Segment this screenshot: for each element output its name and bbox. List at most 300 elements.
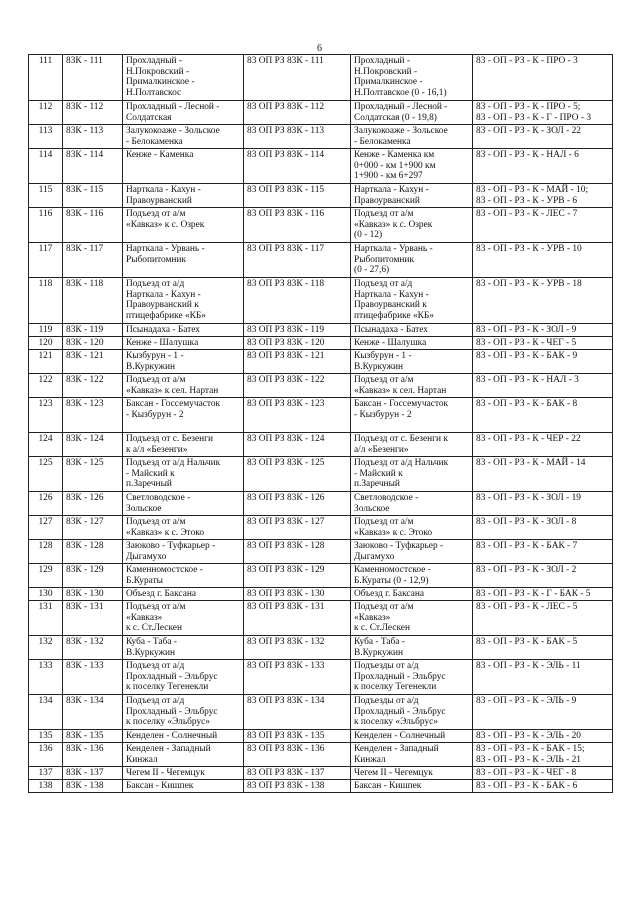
registry-number-cell: 83 ОП РЗ 83К - 126: [244, 492, 351, 516]
registry-number-cell: 83 ОП РЗ 83К - 120: [244, 337, 351, 350]
identification-number-cell: [473, 492, 613, 516]
road-name-cell-line: Кенделен - Западный: [126, 744, 211, 754]
identification-number-cell: [473, 149, 613, 184]
registry-number-cell: 83 ОП РЗ 83К - 121: [244, 350, 351, 374]
road-name-detail-cell: [351, 398, 473, 433]
road-name-detail-cell-line: (0 - 12): [354, 230, 383, 241]
road-name-detail-cell-line: Прохладный - Эльбрус: [354, 706, 446, 717]
road-code-cell: 83К - 114: [63, 149, 123, 184]
road-name-detail-cell-line: Прохладный - Лесной -: [354, 102, 448, 112]
road-code-cell: 83К - 119: [63, 324, 123, 337]
identification-number-cell-line: 83 - ОП - РЗ - К - ЭЛЬ - 11: [476, 661, 581, 671]
row-number-cell: 116: [29, 208, 63, 243]
road-name-detail-cell-line: к поселку «Эльбрус»: [354, 717, 438, 728]
identification-number-cell-line: 83 - ОП - РЗ - К - БАК - 15;: [476, 744, 585, 754]
road-name-cell-line: Подъезд от с. Безенги: [126, 434, 213, 444]
registry-number-cell: 83 ОП РЗ 83К - 116: [244, 208, 351, 243]
road-name-detail-cell-line: Солдатская (0 - 19,8): [354, 112, 437, 123]
road-name-cell-line: Подъезд от а/м: [126, 209, 186, 219]
table-row: [29, 660, 613, 695]
road-name-detail-cell-line: Прохладный - Эльбрус: [354, 671, 446, 682]
row-number-cell: 138: [29, 780, 63, 793]
road-name-cell-line: к с. Ст.Лескен: [126, 623, 182, 634]
identification-number-cell: [473, 243, 613, 278]
registry-number-cell: 83 ОП РЗ 83К - 128: [244, 540, 351, 564]
road-code-cell: 83К - 127: [63, 516, 123, 540]
road-name-cell: [123, 55, 244, 101]
road-name-cell-line: Прохладный -: [126, 56, 183, 66]
road-code-cell: 83К - 123: [63, 398, 123, 433]
row-number-cell: 126: [29, 492, 63, 516]
table-row: [29, 492, 613, 516]
road-name-cell-line: «Кавказ» к с. Озрек: [126, 219, 205, 230]
road-name-cell-line: Кинжал: [126, 754, 158, 765]
registry-number-cell: 83 ОП РЗ 83К - 132: [244, 636, 351, 660]
registry-number-cell: 83 ОП РЗ 83К - 136: [244, 743, 351, 767]
table-row: [29, 184, 613, 208]
table-row: [29, 278, 613, 324]
road-name-detail-cell-line: Кенже - Каменка км: [354, 150, 435, 160]
identification-number-cell: [473, 55, 613, 101]
table-row: [29, 337, 613, 350]
road-name-detail-cell-line: Баксан - Госсемучасток: [354, 399, 449, 409]
road-name-cell: [123, 398, 244, 433]
road-name-detail-cell: [351, 588, 473, 601]
road-name-detail-cell: [351, 324, 473, 337]
table-row: [29, 149, 613, 184]
row-number-cell: 137: [29, 767, 63, 780]
identification-number-cell: [473, 101, 613, 125]
identification-number-cell: [473, 457, 613, 492]
road-name-cell-line: п.Заречный: [126, 479, 172, 490]
table-row: [29, 457, 613, 492]
road-name-detail-cell-line: Куба - Таба -: [354, 637, 405, 647]
road-name-cell: [123, 516, 244, 540]
row-number-cell: 113: [29, 125, 63, 149]
row-number-cell: 127: [29, 516, 63, 540]
table-row: [29, 324, 613, 337]
road-name-detail-cell: [351, 540, 473, 564]
road-name-detail-cell-line: Нарткала - Кахун -: [354, 185, 429, 195]
road-name-cell-line: Подъезд от а/м: [126, 602, 186, 612]
registry-number-cell: 83 ОП РЗ 83К - 138: [244, 780, 351, 793]
road-register-table: [28, 54, 613, 793]
identification-number-cell: [473, 433, 613, 457]
road-name-detail-cell-line: к с. Ст.Лескен: [354, 623, 410, 634]
identification-number-cell: [473, 208, 613, 243]
road-name-cell: [123, 564, 244, 588]
road-name-detail-cell-line: Псынадаха - Батех: [354, 325, 428, 335]
road-name-detail-cell-line: 0+000 - км 1+900 км: [354, 160, 436, 171]
road-name-detail-cell: [351, 695, 473, 730]
road-name-cell-line: Баксан - Госсемучасток: [126, 399, 221, 409]
page-number: 6: [317, 43, 322, 54]
identification-number-cell-line: 83 - ОП - РЗ - К - ПРО - 3: [476, 56, 578, 66]
road-code-cell: 83К - 137: [63, 767, 123, 780]
road-name-detail-cell-line: Нарткала - Кахун -: [354, 289, 429, 300]
registry-number-cell: 83 ОП РЗ 83К - 137: [244, 767, 351, 780]
table-row: [29, 540, 613, 564]
identification-number-cell: [473, 601, 613, 636]
identification-number-cell: [473, 516, 613, 540]
road-name-detail-cell: [351, 374, 473, 398]
road-name-detail-cell-line: к поселку Тегенекли: [354, 682, 437, 693]
road-code-cell: 83К - 124: [63, 433, 123, 457]
road-name-cell: [123, 743, 244, 767]
road-code-cell: 83К - 129: [63, 564, 123, 588]
registry-number-cell: 83 ОП РЗ 83К - 134: [244, 695, 351, 730]
row-number-cell: 119: [29, 324, 63, 337]
identification-number-cell: [473, 278, 613, 324]
road-name-cell: [123, 457, 244, 492]
table-row: [29, 516, 613, 540]
identification-number-cell: [473, 660, 613, 695]
identification-number-cell-line: 83 - ОП - РЗ - К - ЛЕС - 5: [476, 602, 578, 612]
road-name-cell: [123, 350, 244, 374]
identification-number-cell: [473, 184, 613, 208]
row-number-cell: 123: [29, 398, 63, 433]
identification-number-cell-line: 83 - ОП - РЗ - К - УРВ - 18: [476, 279, 582, 289]
road-name-cell-line: «Кавказ»: [126, 612, 163, 623]
table-row: [29, 350, 613, 374]
road-name-detail-cell-line: Нарткала - Урвань -: [354, 244, 433, 254]
road-code-cell: 83К - 116: [63, 208, 123, 243]
road-name-detail-cell: [351, 184, 473, 208]
row-number-cell: 135: [29, 730, 63, 743]
row-number-cell: 129: [29, 564, 63, 588]
road-code-cell: 83К - 118: [63, 278, 123, 324]
road-name-cell-line: Правоурванский к: [126, 300, 199, 311]
road-name-detail-cell-line: Н.Покровский -: [354, 66, 418, 77]
road-name-cell-line: Светловодское -: [126, 493, 191, 503]
road-name-detail-cell-line: «Кавказ» к с. Этоко: [354, 527, 433, 538]
road-name-detail-cell-line: Объезд г. Баксана: [354, 589, 425, 599]
road-name-cell: [123, 601, 244, 636]
road-name-cell-line: Подъезд от а/м: [126, 375, 186, 385]
road-name-detail-cell-line: В.Куркужин: [354, 361, 404, 372]
road-name-detail-cell-line: п.Заречный: [354, 479, 400, 490]
road-name-cell-line: Кызбурун - 1 -: [126, 351, 184, 361]
road-code-cell: 83К - 134: [63, 695, 123, 730]
road-code-cell: 83К - 136: [63, 743, 123, 767]
road-name-detail-cell: [351, 660, 473, 695]
road-name-detail-cell-line: Светловодское -: [354, 493, 419, 503]
road-name-detail-cell: [351, 55, 473, 101]
table-row: [29, 730, 613, 743]
road-name-cell-line: к поселку «Эльбрус»: [126, 717, 210, 728]
road-name-detail-cell-line: Залукокоаже - Зольское: [354, 126, 448, 136]
identification-number-cell: [473, 374, 613, 398]
table-row: [29, 588, 613, 601]
registry-number-cell: 83 ОП РЗ 83К - 112: [244, 101, 351, 125]
table-row: [29, 374, 613, 398]
road-code-cell: 83К - 121: [63, 350, 123, 374]
road-code-cell: 83К - 128: [63, 540, 123, 564]
table-row: [29, 601, 613, 636]
road-name-cell-line: Солдатская: [126, 112, 172, 123]
road-name-detail-cell: [351, 433, 473, 457]
road-code-cell: 83К - 135: [63, 730, 123, 743]
road-name-detail-cell-line: Подъезд от с. Безенги к: [354, 434, 448, 444]
road-name-cell: [123, 374, 244, 398]
road-name-cell-line: Нарткала - Урвань -: [126, 244, 205, 254]
road-name-cell-line: Прималкинское -: [126, 77, 195, 88]
road-name-cell-line: Залукокоаже - Зольское: [126, 126, 220, 136]
road-name-cell-line: Прохладный - Эльбрус: [126, 706, 218, 717]
identification-number-cell: [473, 350, 613, 374]
table-body: [29, 55, 613, 793]
road-name-detail-cell-line: Кинжал: [354, 754, 386, 765]
road-name-cell-line: Зольское: [126, 503, 162, 514]
registry-number-cell: 83 ОП РЗ 83К - 129: [244, 564, 351, 588]
road-name-cell: [123, 695, 244, 730]
road-name-cell-line: Н.Полтавскос: [126, 87, 182, 98]
road-name-cell-line: В.Куркужин: [126, 361, 176, 372]
road-name-detail-cell: [351, 243, 473, 278]
road-code-cell: 83К - 125: [63, 457, 123, 492]
table-row: [29, 243, 613, 278]
table-row: [29, 564, 613, 588]
road-name-detail-cell-line: Подъезды от а/д: [354, 696, 419, 706]
identification-number-cell: [473, 767, 613, 780]
road-name-cell: [123, 492, 244, 516]
road-code-cell: 83К - 126: [63, 492, 123, 516]
row-number-cell: 117: [29, 243, 63, 278]
road-name-cell: [123, 636, 244, 660]
identification-number-cell-line: 83 - ОП - РЗ - К - НАЛ - 6: [476, 150, 579, 160]
road-name-cell-line: Объезд г. Баксана: [126, 589, 197, 599]
registry-number-cell: 83 ОП РЗ 83К - 130: [244, 588, 351, 601]
road-code-cell: 83К - 117: [63, 243, 123, 278]
identification-number-cell-line: 83 - ОП - РЗ - К - БАК - 8: [476, 399, 578, 409]
road-name-cell-line: Кенже - Шалушка: [126, 338, 199, 348]
road-name-cell-line: Дыгамухо: [126, 551, 167, 562]
road-name-cell-line: Прохладный - Эльбрус: [126, 671, 218, 682]
table-row: [29, 433, 613, 457]
identification-number-cell-line: 83 - ОП - РЗ - К - ЭЛЬ - 20: [476, 731, 581, 741]
road-name-cell: [123, 588, 244, 601]
road-name-cell-line: Кенже - Каменка: [126, 150, 194, 160]
road-code-cell: 83К - 112: [63, 101, 123, 125]
identification-number-cell: [473, 125, 613, 149]
road-name-detail-cell: [351, 457, 473, 492]
identification-number-cell-line: 83 - ОП - РЗ - К - МАЙ - 14: [476, 458, 586, 468]
identification-number-cell: [473, 324, 613, 337]
registry-number-cell: 83 ОП РЗ 83К - 123: [244, 398, 351, 433]
identification-number-cell: [473, 564, 613, 588]
identification-number-cell: [473, 743, 613, 767]
table-row: [29, 695, 613, 730]
road-name-detail-cell: [351, 337, 473, 350]
row-number-cell: 121: [29, 350, 63, 374]
table-row: [29, 125, 613, 149]
identification-number-cell-line: 83 - ОП - РЗ - К - ЧЕР - 22: [476, 434, 581, 444]
road-name-cell-line: Подъезд от а/д Нальчик: [126, 458, 221, 468]
registry-number-cell: 83 ОП РЗ 83К - 135: [244, 730, 351, 743]
identification-number-cell: [473, 398, 613, 433]
road-name-cell-line: Куба - Таба -: [126, 637, 177, 647]
table-row: [29, 398, 613, 433]
road-name-cell-line: - Белокаменка: [126, 136, 183, 147]
road-name-detail-cell-line: Прохладный -: [354, 56, 411, 66]
road-name-detail-cell-line: Правоурванский к: [354, 300, 427, 311]
road-name-cell-line: Н.Покровский -: [126, 66, 190, 77]
road-name-cell: [123, 243, 244, 278]
road-code-cell: 83К - 138: [63, 780, 123, 793]
road-name-detail-cell-line: - Белокаменка: [354, 136, 411, 147]
road-name-cell: [123, 540, 244, 564]
row-number-cell: 131: [29, 601, 63, 636]
identification-number-cell-line: 83 - ОП - РЗ - К - ЗОЛ - 8: [476, 517, 577, 527]
row-number-cell: 122: [29, 374, 63, 398]
row-number-cell: 132: [29, 636, 63, 660]
registry-number-cell: 83 ОП РЗ 83К - 125: [244, 457, 351, 492]
identification-number-cell-line: 83 - ОП - РЗ - К - ЭЛЬ - 21: [476, 754, 581, 765]
road-name-cell-line: «Кавказ» к сел. Нартан: [126, 385, 219, 396]
registry-number-cell: 83 ОП РЗ 83К - 111: [244, 55, 351, 101]
row-number-cell: 112: [29, 101, 63, 125]
road-name-detail-cell: [351, 125, 473, 149]
road-name-cell: [123, 780, 244, 793]
identification-number-cell-line: 83 - ОП - РЗ - К - ЗОЛ - 9: [476, 325, 577, 335]
road-name-detail-cell-line: Подъезд от а/м: [354, 517, 414, 527]
road-name-detail-cell-line: а/л «Безенги»: [354, 444, 409, 455]
identification-number-cell-line: 83 - ОП - РЗ - К - УРВ - 6: [476, 195, 578, 206]
table-row: [29, 101, 613, 125]
row-number-cell: 118: [29, 278, 63, 324]
identification-number-cell: [473, 636, 613, 660]
registry-number-cell: 83 ОП РЗ 83К - 133: [244, 660, 351, 695]
road-name-detail-cell-line: Кызбурун - 1 -: [354, 351, 412, 361]
identification-number-cell-line: 83 - ОП - РЗ - К - ЗОЛ - 19: [476, 493, 581, 503]
identification-number-cell-line: 83 - ОП - РЗ - К - УРВ - 10: [476, 244, 582, 254]
road-name-cell-line: Б.Кураты: [126, 575, 163, 586]
road-name-detail-cell: [351, 564, 473, 588]
identification-number-cell: [473, 730, 613, 743]
road-code-cell: 83К - 132: [63, 636, 123, 660]
road-name-cell-line: Заюково - Туфкарьер -: [126, 541, 216, 551]
identification-number-cell-line: 83 - ОП - РЗ - К - НАЛ - 3: [476, 375, 579, 385]
road-name-detail-cell-line: Подъезд от а/м: [354, 209, 414, 219]
road-code-cell: 83К - 111: [63, 55, 123, 101]
road-name-detail-cell-line: Зольское: [354, 503, 390, 514]
road-name-detail-cell-line: Н.Полтавское (0 - 16,1): [354, 87, 447, 98]
road-name-cell-line: Каменномостское -: [126, 565, 203, 575]
road-name-cell-line: Подъезд от а/д: [126, 279, 185, 289]
identification-number-cell: [473, 337, 613, 350]
road-code-cell: 83К - 120: [63, 337, 123, 350]
road-name-cell-line: Прохладный - Лесной -: [126, 102, 220, 112]
road-name-detail-cell: [351, 278, 473, 324]
road-name-detail-cell-line: «Кавказ»: [354, 612, 391, 623]
road-name-detail-cell-line: Чегем II - Чегемцук: [354, 768, 433, 778]
road-name-cell-line: к а/л «Безенги»: [126, 444, 188, 455]
identification-number-cell-line: 83 - ОП - РЗ - К - ЭЛЬ - 9: [476, 696, 577, 706]
registry-number-cell: 83 ОП РЗ 83К - 124: [244, 433, 351, 457]
row-number-cell: 124: [29, 433, 63, 457]
road-code-cell: 83К - 122: [63, 374, 123, 398]
registry-number-cell: 83 ОП РЗ 83К - 117: [244, 243, 351, 278]
road-name-cell: [123, 324, 244, 337]
table-row: [29, 780, 613, 793]
registry-number-cell: 83 ОП РЗ 83К - 122: [244, 374, 351, 398]
table-row: [29, 743, 613, 767]
row-number-cell: 125: [29, 457, 63, 492]
road-name-detail-cell: [351, 492, 473, 516]
road-name-detail-cell-line: птицефабрике «КБ»: [354, 310, 434, 321]
road-name-cell-line: Кенделен - Солнечный: [126, 731, 218, 741]
row-number-cell: 111: [29, 55, 63, 101]
road-name-cell-line: Нарткала - Кахун -: [126, 289, 201, 300]
row-number-cell: 115: [29, 184, 63, 208]
road-name-detail-cell: [351, 767, 473, 780]
identification-number-cell-line: 83 - ОП - РЗ - К - ЗОЛ - 2: [476, 565, 577, 575]
identification-number-cell-line: 83 - ОП - РЗ - К - ЧЕГ - 5: [476, 338, 577, 348]
road-name-detail-cell: [351, 101, 473, 125]
registry-number-cell: 83 ОП РЗ 83К - 127: [244, 516, 351, 540]
road-name-cell-line: В.Куркужин: [126, 647, 176, 658]
road-name-detail-cell-line: Рыбопитомник: [354, 254, 415, 265]
road-name-detail-cell: [351, 636, 473, 660]
road-name-detail-cell-line: «Кавказ» к с. Озрек: [354, 219, 433, 230]
road-name-detail-cell-line: Каменномостское -: [354, 565, 431, 575]
road-name-detail-cell-line: В.Куркужин: [354, 647, 404, 658]
road-code-cell: 83К - 113: [63, 125, 123, 149]
road-name-cell-line: Рыбопитомник: [126, 254, 187, 265]
road-code-cell: 83К - 131: [63, 601, 123, 636]
road-name-cell: [123, 337, 244, 350]
road-name-detail-cell-line: Подъезды от а/д: [354, 661, 419, 671]
road-name-cell-line: Псынадаха - Батех: [126, 325, 200, 335]
identification-number-cell-line: 83 - ОП - РЗ - К - БАК - 7: [476, 541, 578, 551]
road-name-detail-cell-line: Кенже - Шалушка: [354, 338, 427, 348]
registry-number-cell: 83 ОП РЗ 83К - 131: [244, 601, 351, 636]
table-row: [29, 208, 613, 243]
road-name-detail-cell: [351, 208, 473, 243]
road-name-detail-cell-line: Подъезд от а/м: [354, 375, 414, 385]
registry-number-cell: 83 ОП РЗ 83К - 118: [244, 278, 351, 324]
road-name-detail-cell-line: Кенделен - Западный: [354, 744, 439, 754]
road-name-detail-cell-line: «Кавказ» к сел. Нартан: [354, 385, 447, 396]
identification-number-cell: [473, 588, 613, 601]
road-name-cell: [123, 184, 244, 208]
road-name-cell-line: Подъезд от а/м: [126, 517, 186, 527]
table-row: [29, 55, 613, 101]
road-name-cell-line: птицефабрике «КБ»: [126, 310, 206, 321]
road-code-cell: 83К - 115: [63, 184, 123, 208]
road-name-cell: [123, 660, 244, 695]
road-name-cell-line: Нарткала - Кахун -: [126, 185, 201, 195]
road-name-cell: [123, 208, 244, 243]
row-number-cell: 130: [29, 588, 63, 601]
identification-number-cell-line: 83 - ОП - РЗ - К - ПРО - 5;: [476, 102, 581, 112]
road-name-detail-cell: [351, 730, 473, 743]
road-name-detail-cell-line: Подъезд от а/м: [354, 602, 414, 612]
road-name-cell-line: Баксан - Кишпек: [126, 781, 194, 791]
road-code-cell: 83К - 133: [63, 660, 123, 695]
road-name-detail-cell-line: (0 - 27,6): [354, 265, 390, 276]
road-name-cell: [123, 730, 244, 743]
road-name-detail-cell-line: 1+900 - км 6+297: [354, 171, 423, 182]
identification-number-cell-line: 83 - ОП - РЗ - К - ЧЕГ - 8: [476, 768, 577, 778]
road-name-detail-cell: [351, 780, 473, 793]
table-row: [29, 767, 613, 780]
registry-number-cell: 83 ОП РЗ 83К - 113: [244, 125, 351, 149]
road-code-cell: 83К - 130: [63, 588, 123, 601]
identification-number-cell-line: 83 - ОП - РЗ - К - Г - БАК - 5: [476, 589, 591, 599]
registry-number-cell: 83 ОП РЗ 83К - 115: [244, 184, 351, 208]
identification-number-cell: [473, 695, 613, 730]
